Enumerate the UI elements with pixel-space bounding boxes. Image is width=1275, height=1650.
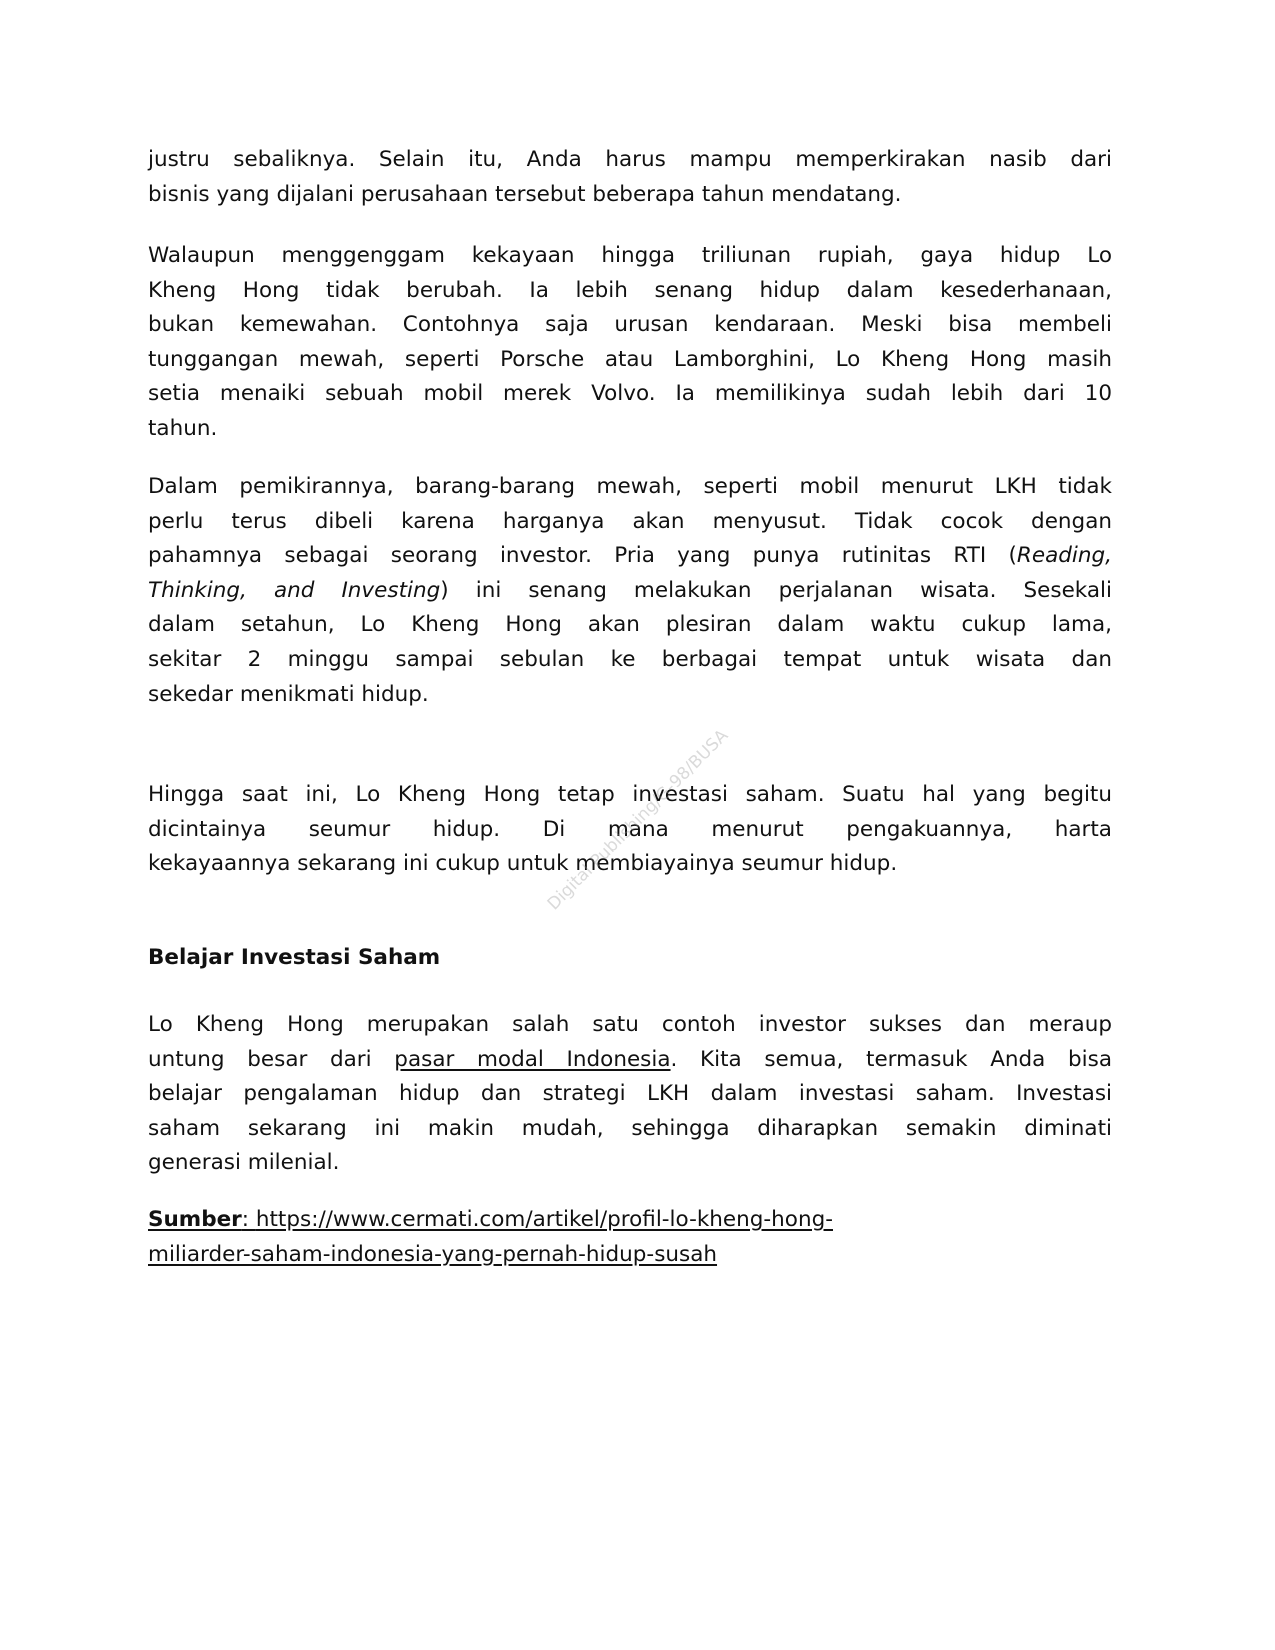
text-line	[148, 1203, 1112, 1238]
source-link[interactable]	[148, 1207, 833, 1232]
text-run: pahamnya sebagai seorang investor. Pria yang punya rutinitas RTI (	[148, 543, 1017, 569]
text-line: Dalam pemikirannya, barang-barang mewah, seperti mobil menurut LKH tidak	[148, 474, 1112, 499]
text-line: Hingga saat ini, Lo Kheng Hong tetap investasi saham. Suatu hal yang begitu	[148, 782, 1112, 807]
source-url-part-1: https://www.cermati.com/artikel/profil-lo-kheng-hong-	[255, 1207, 833, 1232]
text-line: saham sekarang ini makin mudah, sehingga diharapkan semakin diminati	[148, 1115, 1112, 1141]
text-line: justru sebaliknya. Selain itu, Anda harus mampu memperkirakan nasib dari	[148, 147, 1112, 172]
heading-text: Belajar Investasi Saham	[148, 945, 441, 970]
italic-text: Reading,	[1016, 543, 1112, 569]
text-line: Kheng Hong tidak berubah. Ia lebih senang hidup dalam kesederhanaan,	[148, 277, 1112, 303]
text-run: . Kita semua, termasuk Anda bisa	[670, 1046, 1113, 1072]
source-separator: :	[241, 1207, 256, 1232]
text-line: bukan kemewahan. Contohnya saja urusan kendaraan. Meski bisa membeli	[148, 312, 1112, 338]
pasar-modal-link[interactable]: pasar modal Indonesia	[394, 1046, 671, 1072]
text-line: belajar pengalaman hidup dan strategi LKH dalam investasi saham. Investasi	[148, 1081, 1112, 1107]
text-line: Lo Kheng Hong merupakan salah satu contoh investor sukses dan meraup	[148, 1012, 1112, 1037]
text-line: perlu terus dibeli karena harganya akan menyusut. Tidak cocok dengan	[148, 508, 1112, 534]
text-line: Walaupun menggenggam kekayaan hingga triliunan rupiah, gaya hidup Lo	[148, 243, 1112, 268]
text-run: )	[440, 577, 449, 603]
text-run: ini senang melakukan perjalanan wisata. Sesekali	[475, 577, 1113, 603]
text-line	[148, 539, 1112, 574]
section-heading	[148, 941, 1112, 976]
text-line: dicintainya seumur hidup. Di mana menurut pengakuannya, harta	[148, 816, 1112, 842]
italic-text: Thinking, and Investing	[148, 577, 441, 603]
text-line	[148, 1238, 1112, 1273]
paragraph-4	[148, 778, 1112, 882]
watermark: Digital Publishing/G-98/BUSA	[543, 725, 733, 915]
source-link-continued[interactable]: miliarder-saham-indonesia-yang-pernah-hidup-susah	[148, 1241, 718, 1267]
text-line: dalam setahun, Lo Kheng Hong akan plesiran dalam waktu cukup lama,	[148, 612, 1112, 638]
text-line: bisnis yang dijalani perusahaan tersebut beberapa tahun mendatang.	[148, 181, 902, 207]
text-line: tahun.	[148, 415, 218, 441]
source-citation	[148, 1203, 1112, 1272]
text-line: generasi milenial.	[148, 1150, 340, 1176]
paragraph-2	[148, 239, 1112, 447]
text-line	[148, 574, 1112, 609]
paragraph-5	[148, 1008, 1112, 1181]
text-line: sekitar 2 minggu sampai sebulan ke berbagai tempat untuk wisata dan	[148, 646, 1112, 672]
text-line: kekayaannya sekarang ini cukup untuk membiayainya seumur hidup.	[148, 851, 898, 877]
text-line: tunggangan mewah, seperti Porsche atau Lamborghini, Lo Kheng Hong masih	[148, 346, 1112, 372]
text-line: sekedar menikmati hidup.	[148, 681, 429, 707]
text-line	[148, 1043, 1112, 1078]
text-run: untung besar dari	[148, 1046, 372, 1072]
source-label: Sumber	[148, 1207, 242, 1232]
paragraph-1	[148, 143, 1112, 212]
paragraph-3	[148, 470, 1112, 712]
text-line: setia menaiki sebuah mobil merek Volvo. Ia memilikinya sudah lebih dari 10	[148, 381, 1112, 407]
